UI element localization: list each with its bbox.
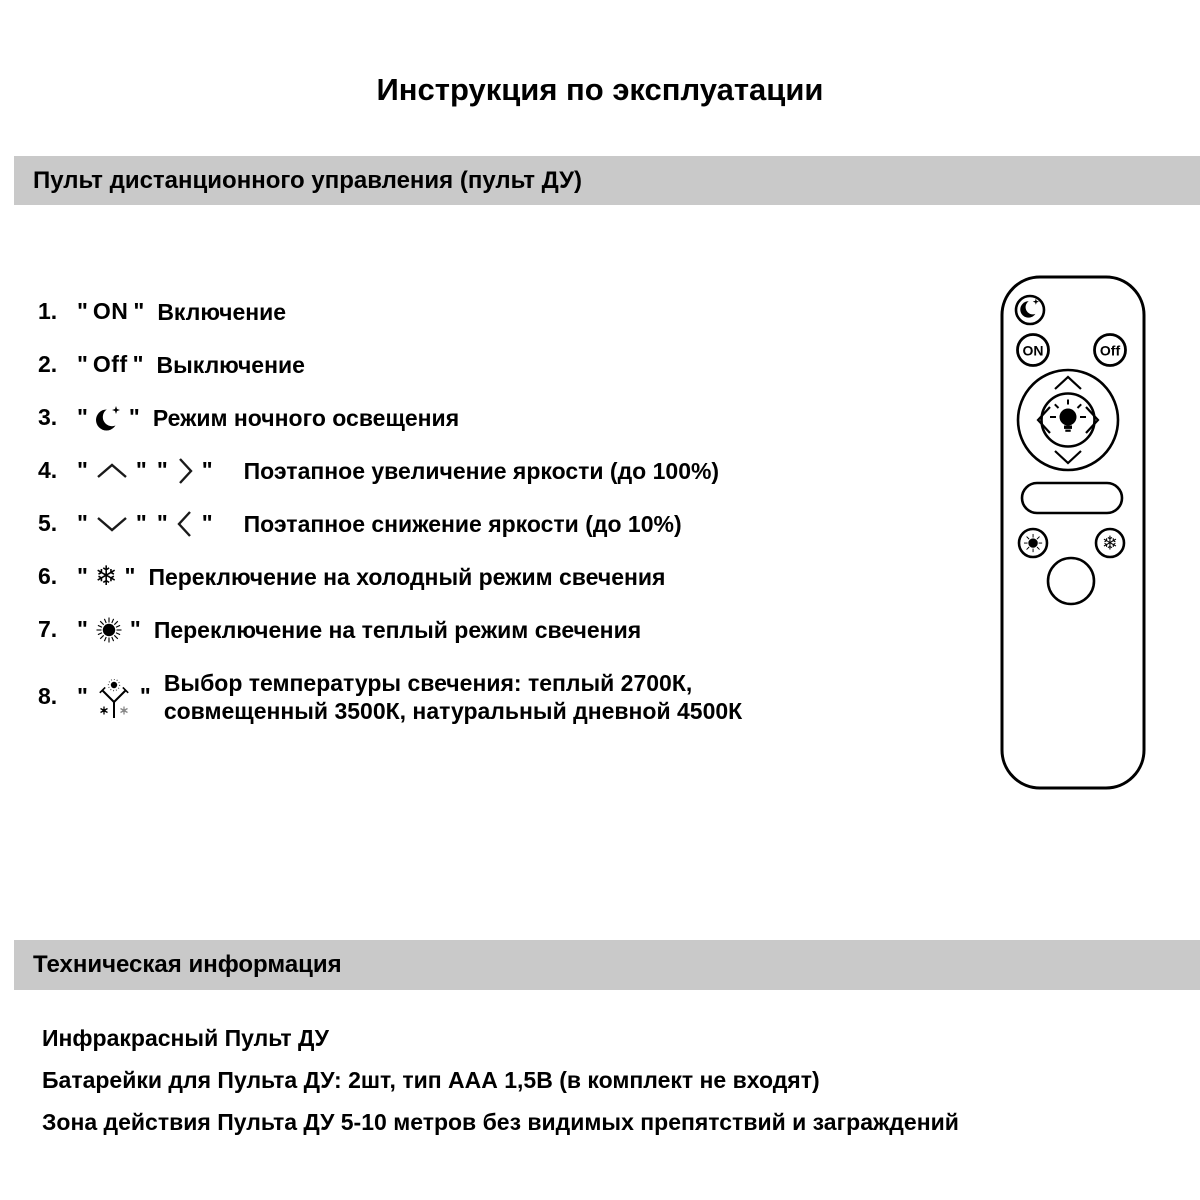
item-button-tokens bbox=[72, 616, 146, 644]
item-description-line: Режим ночного освещения bbox=[152, 404, 460, 431]
quote-mark: " bbox=[156, 510, 168, 536]
item-description bbox=[153, 404, 459, 432]
instruction-item bbox=[38, 444, 968, 497]
quote-mark: " bbox=[201, 510, 213, 536]
quote-mark: " bbox=[132, 351, 144, 377]
quote-mark: " bbox=[201, 457, 213, 483]
item-description bbox=[157, 298, 286, 326]
item-description bbox=[157, 351, 305, 379]
item-number: 6. bbox=[38, 563, 58, 589]
instruction-item bbox=[38, 550, 968, 603]
item-description-line: Поэтапное увеличение яркости (до 100%) bbox=[243, 457, 720, 484]
remote-drawing bbox=[995, 268, 1153, 798]
remote-warm-button bbox=[1019, 529, 1047, 557]
quote-mark: " bbox=[77, 404, 88, 430]
section-header-remote-label: Пульт дистанционного управления (пульт ДУ) bbox=[33, 166, 582, 194]
section-header-remote bbox=[14, 156, 1200, 205]
item-button-tokens bbox=[72, 351, 149, 378]
quote-mark: " bbox=[77, 457, 88, 483]
instruction-item bbox=[38, 338, 968, 391]
chevron-down-icon bbox=[95, 514, 129, 534]
quote-mark: " bbox=[77, 510, 88, 536]
tech-info-line: Батарейки для Пульта ДУ: 2шт, тип ААА 1,5В (в комплект не входят) bbox=[42, 1067, 820, 1093]
item-description-line: Выбор температуры свечения: теплый 2700К, bbox=[163, 669, 693, 696]
quote-mark: " bbox=[77, 616, 88, 642]
quote-mark: " bbox=[135, 457, 147, 483]
remote-illustration bbox=[995, 268, 1153, 798]
section-header-tech bbox=[14, 940, 1200, 990]
instruction-item bbox=[38, 391, 968, 444]
button-label: ON bbox=[92, 298, 129, 324]
item-description-line: совмещенный 3500К, натуральный дневной 4500К bbox=[163, 697, 743, 724]
instruction-item bbox=[38, 603, 968, 656]
item-button-tokens bbox=[72, 298, 149, 325]
item-number: 2. bbox=[38, 351, 58, 377]
quote-mark: " bbox=[156, 457, 168, 483]
snowflake-icon: ❄ bbox=[94, 561, 118, 591]
remote-night-button bbox=[1016, 296, 1044, 324]
quote-mark: " bbox=[128, 404, 140, 430]
item-description bbox=[244, 510, 682, 538]
item-number: 4. bbox=[38, 457, 58, 483]
snowflake-icon: ❄ bbox=[1102, 532, 1118, 555]
instruction-list bbox=[38, 285, 968, 737]
tech-info-line: Инфракрасный Пульт ДУ bbox=[42, 1025, 329, 1051]
item-description-line: Включение bbox=[157, 298, 287, 325]
quote-mark: " bbox=[124, 563, 136, 589]
section-header-tech-label: Техническая информация bbox=[33, 951, 342, 978]
instruction-item bbox=[38, 285, 968, 338]
item-description-line: Выключение bbox=[156, 351, 305, 378]
chevron-up-icon bbox=[95, 461, 129, 481]
quote-mark: " bbox=[139, 683, 151, 709]
quote-mark: " bbox=[133, 298, 145, 324]
color-temperature-icon bbox=[95, 679, 133, 723]
item-number: 1. bbox=[38, 298, 58, 324]
svg-text:Off: Off bbox=[1099, 342, 1121, 359]
page-title: Инструкция по эксплуатации bbox=[376, 72, 824, 107]
remote-bottom-button bbox=[1048, 558, 1094, 604]
instruction-item bbox=[38, 656, 968, 737]
item-button-tokens bbox=[72, 679, 156, 715]
chevron-right-icon bbox=[175, 456, 195, 486]
quote-mark: " bbox=[77, 563, 88, 589]
quote-mark: " bbox=[129, 616, 141, 642]
button-label: Off bbox=[92, 351, 128, 377]
item-number: 3. bbox=[38, 404, 58, 430]
item-number: 8. bbox=[38, 683, 58, 709]
remote-dpad bbox=[1018, 370, 1118, 470]
remote-pill-button bbox=[1022, 483, 1122, 513]
item-description bbox=[164, 669, 742, 725]
tech-info-line: Зона действия Пульта ДУ 5-10 метров без видимых препятствий и заграждений bbox=[42, 1109, 959, 1135]
item-description-line: Переключение на теплый режим свечения bbox=[153, 616, 642, 643]
tech-info bbox=[42, 1024, 959, 1150]
quote-mark: " bbox=[135, 510, 147, 536]
item-button-tokens bbox=[72, 404, 145, 432]
item-button-tokens bbox=[72, 509, 218, 539]
item-button-tokens bbox=[72, 563, 140, 590]
svg-text:ON: ON bbox=[1022, 342, 1044, 359]
sun-icon bbox=[95, 616, 123, 644]
remote-off-button bbox=[1095, 335, 1126, 366]
item-description-line: Переключение на холодный режим свечения bbox=[148, 563, 666, 590]
item-description bbox=[154, 616, 641, 644]
instruction-item bbox=[38, 497, 968, 550]
item-number: 5. bbox=[38, 510, 58, 536]
sun-icon bbox=[1024, 534, 1042, 552]
item-number: 7. bbox=[38, 616, 58, 642]
item-description-line: Поэтапное снижение яркости (до 10%) bbox=[243, 510, 682, 537]
quote-mark: " bbox=[77, 351, 88, 377]
quote-mark: " bbox=[77, 683, 88, 709]
item-description bbox=[148, 563, 665, 591]
moon-icon bbox=[95, 404, 122, 432]
remote-cold-button bbox=[1096, 529, 1124, 557]
remote-on-button bbox=[1018, 335, 1049, 366]
item-button-tokens bbox=[72, 456, 218, 486]
quote-mark: " bbox=[77, 298, 88, 324]
item-description bbox=[244, 457, 719, 485]
chevron-left-icon bbox=[175, 509, 195, 539]
